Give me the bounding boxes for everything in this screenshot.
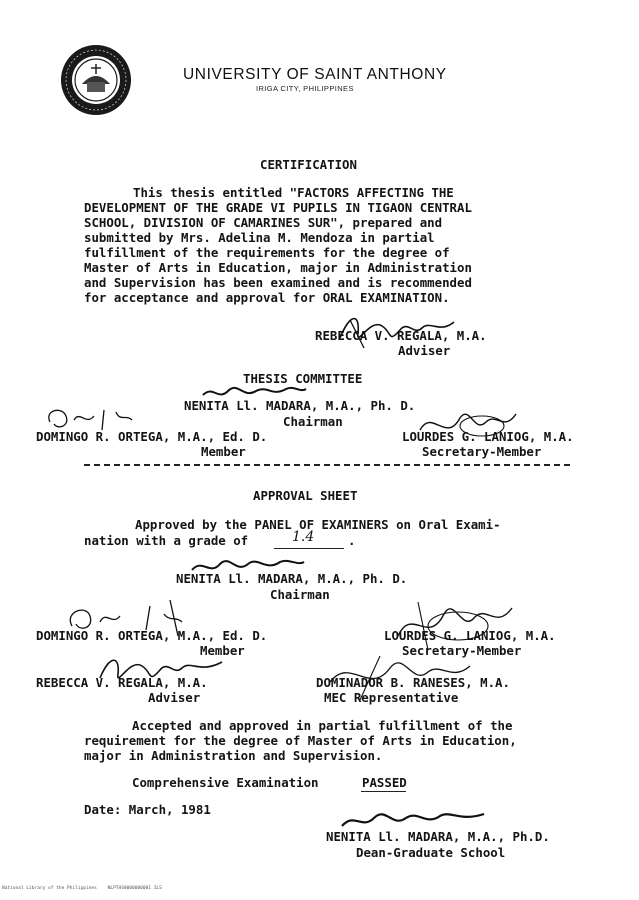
comprehensive-exam-result: PASSED: [362, 775, 407, 790]
committee-chair-name: NENITA Ll. MADARA, M.A., Ph. D.: [184, 398, 416, 413]
cert-line-4: submitted by Mrs. Adelina M. Mendoza in partial: [84, 230, 435, 245]
approval-line-2-end: .: [348, 533, 356, 548]
approval-chair-role: Chairman: [270, 587, 330, 602]
adviser-signature: [330, 308, 460, 353]
approval-adviser-role: Adviser: [148, 690, 201, 705]
approval-member-name: DOMINGO R. ORTEGA, M.A., Ed. D.: [36, 628, 268, 643]
approval-line-1: Approved by the PANEL OF EXAMINERS on Oral Exami-: [135, 517, 501, 532]
cert-line-2: DEVELOPMENT OF THE GRADE VI PUPILS IN TIGAON CENTRAL: [84, 200, 472, 215]
approval-dmc-role: MEC Representative: [324, 690, 459, 705]
approval-chair-name: NENITA Ll. MADARA, M.A., Ph. D.: [176, 571, 408, 586]
approval-adviser-name: REBECCA V. REGALA, M.A.: [36, 675, 208, 690]
committee-member-role: Member: [201, 444, 246, 459]
dean-name: NENITA Ll. MADARA, M.A., Ph.D.: [326, 829, 550, 844]
university-name: UNIVERSITY OF SAINT ANTHONY: [183, 66, 447, 83]
acceptance-line-2: requirement for the degree of Master of Arts in Education,: [84, 733, 517, 748]
committee-secretary-name: LOURDES G. LANIOG, M.A.: [402, 429, 574, 444]
certification-title: CERTIFICATION: [260, 157, 357, 172]
exam-date: Date: March, 1981: [84, 802, 211, 817]
cert-line-8: for acceptance and approval for ORAL EXAMINATION.: [84, 290, 450, 305]
cert-line-5: fulfillment of the requirements for the degree of: [84, 245, 450, 260]
cert-line-7: and Supervision has been examined and is recommended: [84, 275, 472, 290]
committee-title: THESIS COMMITTEE: [243, 371, 363, 386]
committee-chair-role: Chairman: [283, 414, 343, 429]
comprehensive-exam-label: Comprehensive Examination: [132, 775, 319, 790]
approval-secretary-role: Secretary-Member: [402, 643, 522, 658]
cert-line-6: Master of Arts in Education, major in Administration: [84, 260, 472, 275]
approval-secretary-name: LOURDES G. LANIOG, M.A.: [384, 628, 556, 643]
section-divider: [84, 464, 570, 466]
dean-role: Dean-Graduate School: [356, 845, 506, 860]
library-footer: National Library of the Philippines NLPTHS0000000001 ILS: [2, 886, 162, 891]
university-city: IRIGA CITY, PHILIPPINES: [256, 84, 354, 93]
cert-adviser-name: REBECCA V. REGALA, M.A.: [315, 328, 487, 343]
committee-member-name: DOMINGO R. ORTEGA, M.A., Ed. D.: [36, 429, 268, 444]
approval-dmc-name: DOMINADOR B. RANESES, M.A.: [316, 675, 510, 690]
acceptance-line-1: Accepted and approved in partial fulfillment of the: [132, 718, 513, 733]
university-seal-logo: [60, 44, 132, 116]
committee-secretary-role: Secretary-Member: [422, 444, 542, 459]
approval-title: APPROVAL SHEET: [253, 488, 358, 503]
cert-line-1: This thesis entitled "FACTORS AFFECTING THE: [133, 185, 454, 200]
passed-underline: [361, 791, 406, 792]
grade-underline: [274, 548, 344, 549]
approval-member-role: Member: [200, 643, 245, 658]
approval-line-2: nation with a grade of: [84, 533, 249, 548]
acceptance-line-3: major in Administration and Supervision.: [84, 748, 383, 763]
cert-line-3: SCHOOL, DIVISION OF CAMARINES SUR", prepared and: [84, 215, 443, 230]
cert-adviser-role: Adviser: [398, 343, 451, 358]
oral-exam-grade: 1.4: [292, 529, 315, 545]
